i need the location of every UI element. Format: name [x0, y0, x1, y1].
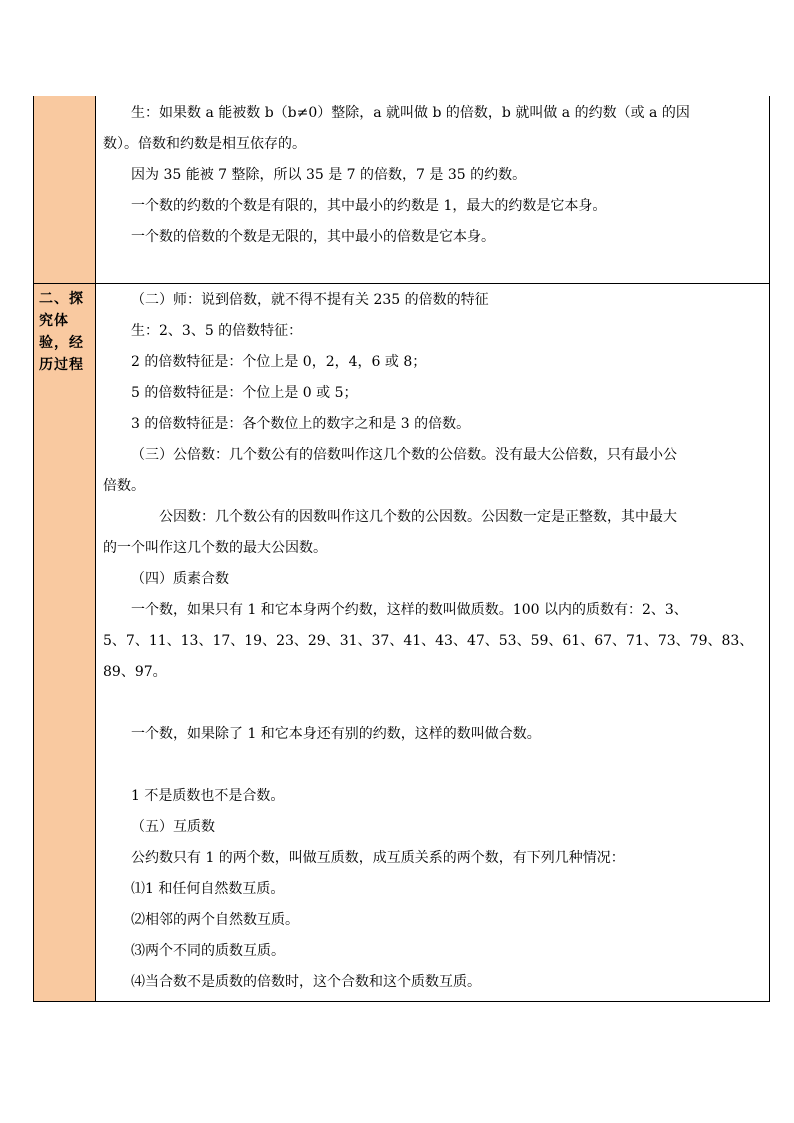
- paragraph: （四）质素合数: [131, 571, 229, 587]
- multiple-count-text: 一个数的倍数的个数是无限的，其中最小的倍数是它本身。: [131, 229, 495, 245]
- paragraph: 1 不是质数也不是合数。: [131, 788, 285, 804]
- blank-line: [103, 688, 761, 719]
- definition-text: 生：如果数 a 能被数 b（b≠0）整除，a 就叫做 b 的倍数，b 就叫做 a 的约数（或 a 的因: [131, 105, 690, 121]
- paragraph: 89、97。: [103, 664, 167, 680]
- lesson-table: [33, 96, 770, 1002]
- side-cell-empty: [34, 96, 96, 283]
- paragraph: 倍数。: [103, 478, 145, 494]
- table-row-definitions: [33, 96, 770, 284]
- paragraph: 5 的倍数特征是：个位上是 0 或 5；: [131, 385, 358, 401]
- paragraph: 的一个叫作这几个数的最大公因数。: [103, 540, 327, 556]
- table-row-explore: [33, 284, 770, 1002]
- paragraph: ⑶两个不同的质数互质。: [131, 943, 285, 959]
- definition-text: 数）。倍数和约数是相互依存的。: [103, 136, 306, 152]
- paragraph: 公因数：几个数公有的因数叫作这几个数的公因数。公因数一定是正整数，其中最大: [159, 509, 677, 525]
- section-label: 二、探究体验，经历过程: [34, 284, 96, 1001]
- paragraph: ⑴1 和任何自然数互质。: [131, 881, 285, 897]
- paragraph: 一个数，如果除了 1 和它本身还有别的约数，这样的数叫做合数。: [131, 726, 541, 742]
- explore-cell: [96, 284, 769, 1001]
- paragraph: （二）师：说到倍数，就不得不提有关 235 的倍数的特征: [131, 292, 489, 308]
- paragraph: 生：2、3、5 的倍数特征：: [131, 323, 303, 339]
- divisor-count-text: 一个数的约数的个数是有限的，其中最小的约数是 1，最大的约数是它本身。: [131, 198, 607, 214]
- paragraph: 5、7、11、13、17、19、23、29、31、37、41、43、47、53、59、61、67、71、73、79、83、: [103, 633, 754, 649]
- paragraph: 3 的倍数特征是：各个数位上的数字之和是 3 的倍数。: [131, 416, 471, 432]
- paragraph: 公约数只有 1 的两个数，叫做互质数，成互质关系的两个数，有下列几种情况：: [131, 850, 625, 866]
- blank-line: [103, 750, 761, 781]
- paragraph: ⑷当合数不是质数的倍数时，这个合数和这个质数互质。: [131, 974, 481, 990]
- example-text: 因为 35 能被 7 整除，所以 35 是 7 的倍数，7 是 35 的约数。: [131, 167, 527, 183]
- paragraph: 2 的倍数特征是：个位上是 0，2，4，6 或 8；: [131, 354, 427, 370]
- paragraph: ⑵相邻的两个自然数互质。: [131, 912, 299, 928]
- paragraph: （五）互质数: [131, 819, 215, 835]
- paragraph: 一个数，如果只有 1 和它本身两个约数，这样的数叫做质数。100 以内的质数有：2、3、: [131, 602, 688, 618]
- definitions-cell: [96, 96, 769, 283]
- paragraph: （三）公倍数：几个数公有的倍数叫作这几个数的公倍数。没有最大公倍数，只有最小公: [131, 447, 677, 463]
